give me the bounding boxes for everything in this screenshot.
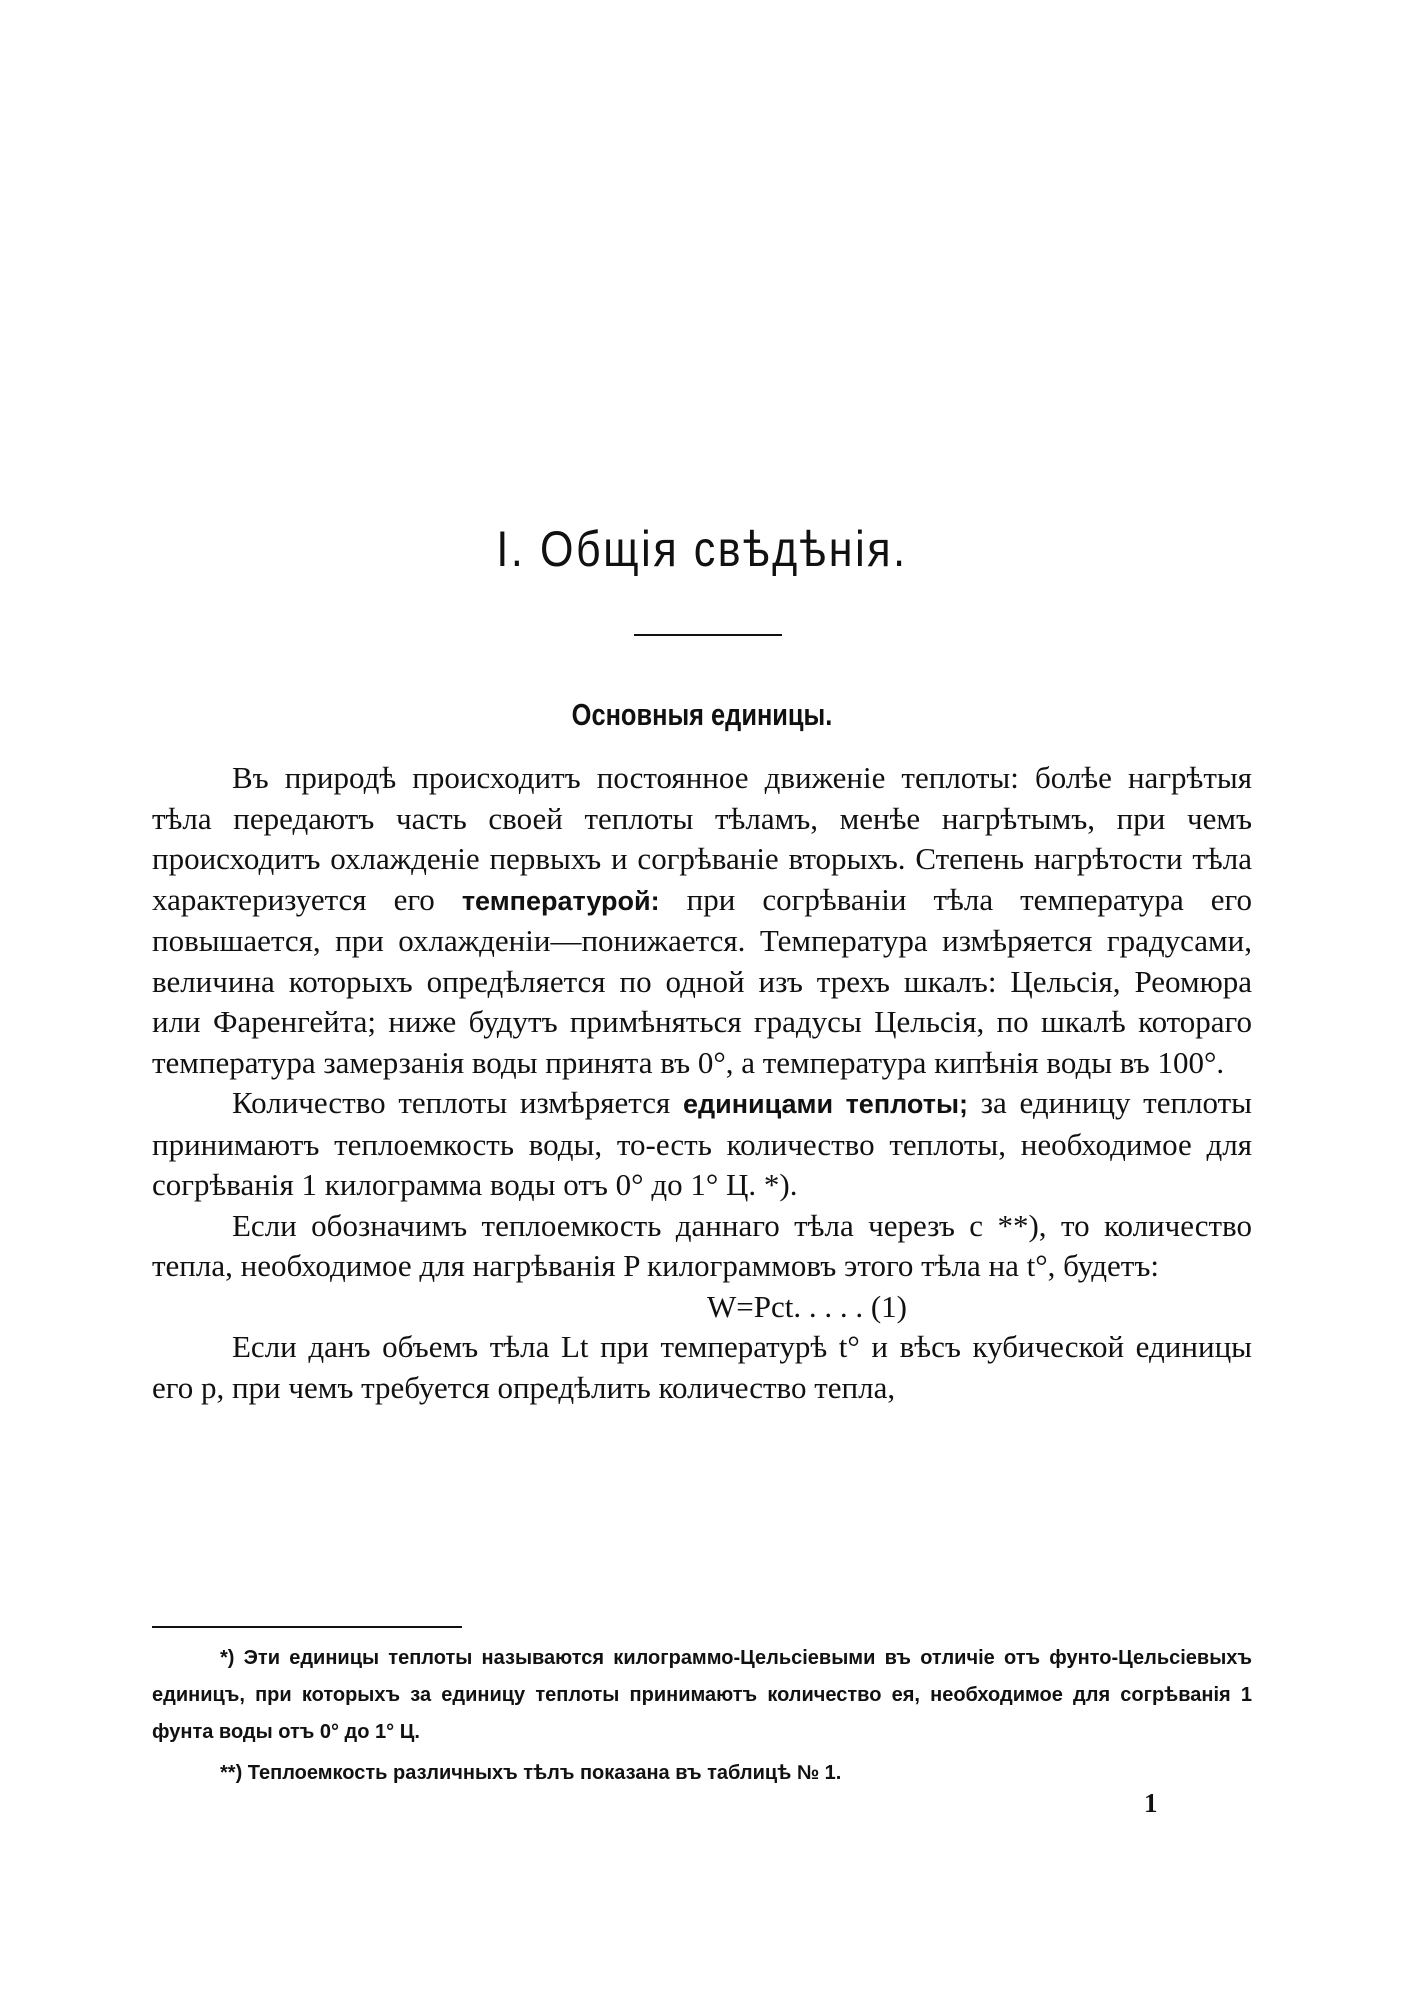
title-divider <box>634 634 782 636</box>
body-text <box>152 758 1252 1408</box>
paragraph-3: Если обозначимъ теплоемкость даннаго тѣла черезъ c **), то количество тепла, необходимое для нагрѣванія P килограммовъ этого тѣла на t°, будетъ: <box>152 1207 1252 1283</box>
term-heat-units: единицами теплоты; <box>682 1089 969 1119</box>
footnote-1: *) Эти единицы теплоты называются килограммо-Цельсіевыми въ отличіе отъ фунто-Цельсіевыхъ единицъ, при которыхъ за единицу теплоты принимаютъ количество ея, необходимое для согрѣванія 1 фунта воды отъ 0° до 1° Ц. <box>152 1647 1252 1743</box>
footnote-2: **) Теплоемкость различныхъ тѣлъ показана въ таблицѣ № 1. <box>220 1762 842 1784</box>
footnote-divider <box>152 1626 462 1628</box>
paragraph-2-text-a: Количество теплоты измѣряется <box>232 1085 683 1120</box>
section-heading: Основныя единицы. <box>571 697 833 732</box>
paragraph-4: Если данъ объемъ тѣла Lt при температурѣ t° и вѣсъ кубической единицы его p, при чемъ требуется опредѣлить количество тепла, <box>152 1329 1252 1405</box>
paragraph-1 <box>152 758 1252 1083</box>
formula-1: W=Pct. . . . . (1) <box>706 1288 907 1324</box>
paragraph-2 <box>152 1083 1252 1206</box>
paragraph-2-text-b: за единицу теплоты принимаютъ теплоемкость воды, то-есть количество теплоты, необходимое для согрѣванія 1 килограмма воды отъ 0° до 1° Ц. *). <box>152 1085 1253 1202</box>
chapter-title: I. Общія свѣдѣнія. <box>496 521 908 577</box>
footnotes <box>152 1640 1252 1792</box>
paragraph-1-text-b: при согрѣваніи тѣла температура его повышается, при охлажденіи—понижается. Температура измѣряется градусами, величина которыхъ опредѣляется по одной изъ трехъ шкалъ: Цельсія, Реомюра или Фаренгейта; ниже будутъ примѣняться градусы Цельсія, по шкалѣ котораго температура замерзанія воды принята въ 0°, а температура кипѣнія воды въ 100°. <box>152 881 1252 1080</box>
page-number: 1 <box>1144 1788 1158 1818</box>
paragraph-1-text-a: Въ природѣ происходитъ постоянное движеніе теплоты: болѣе нагрѣтыя тѣла передаютъ часть своей теплоты тѣламъ, менѣе нагрѣтымъ, при чемъ происходитъ охлажденіе первыхъ и согрѣваніе вторыхъ. Степень нагрѣтости тѣла характеризуется его <box>152 760 1252 917</box>
term-temperature: температурой: <box>461 885 660 916</box>
